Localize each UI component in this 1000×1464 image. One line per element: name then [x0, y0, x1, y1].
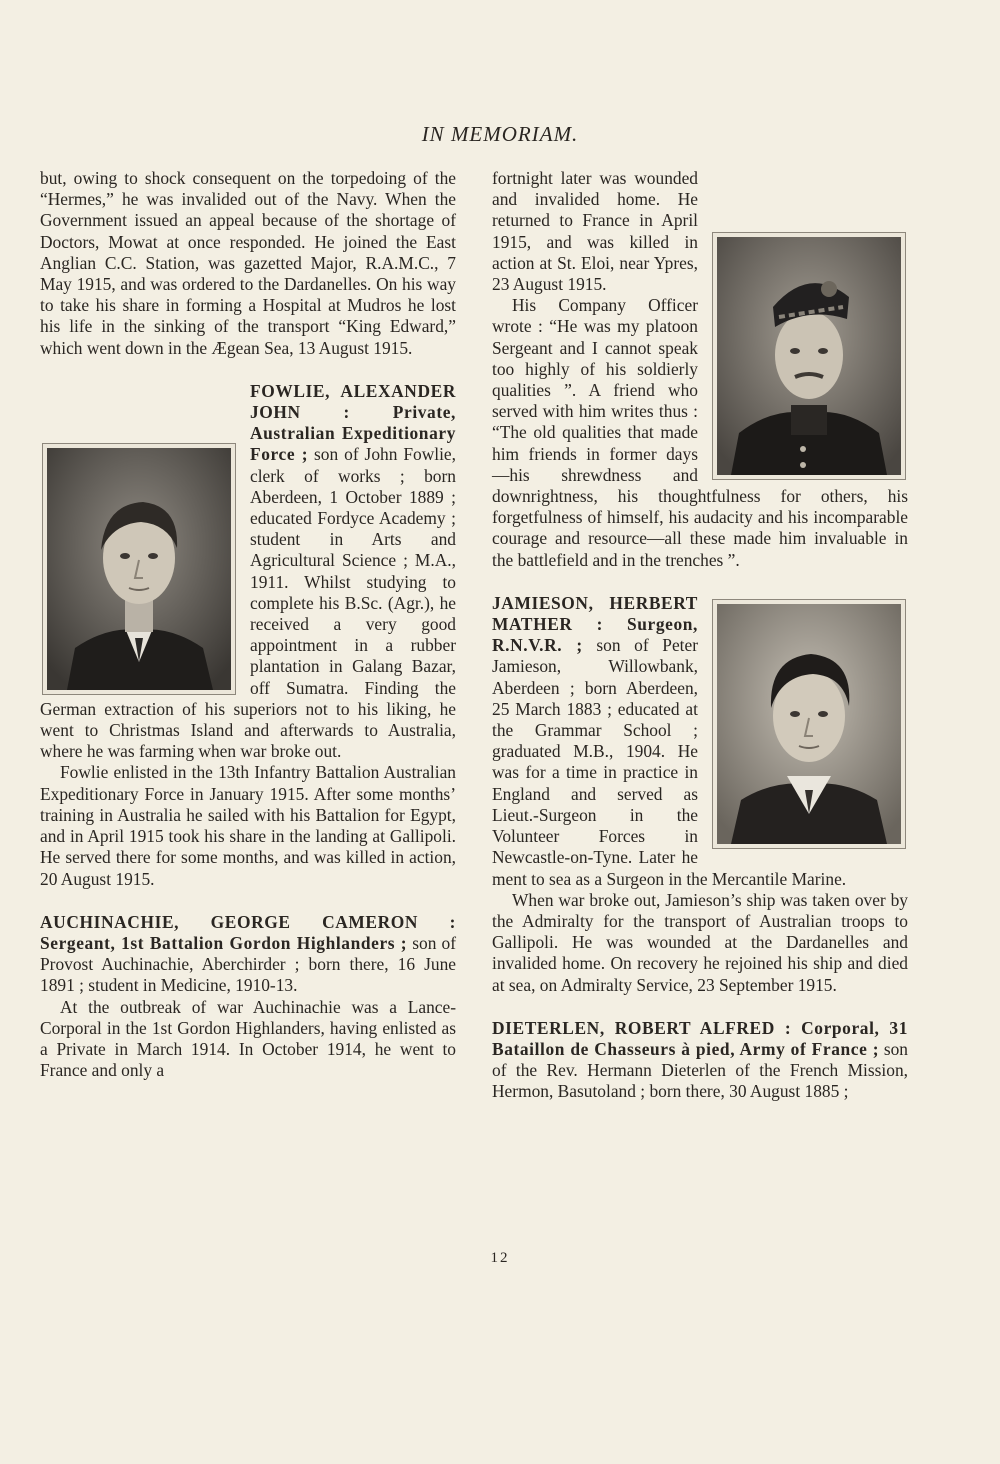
dieterlen-paragraph-1 [492, 1018, 908, 1103]
portrait-jamieson [712, 599, 906, 849]
left-column [40, 168, 456, 1081]
auchinachie-continuation-1: fortnight later was wounded and invalided home. He returned to France in April 1915, and was killed in action at St. Eloi, near Ypres, 23 August 1915. [492, 168, 698, 295]
portrait-auchinachie-image [717, 237, 901, 475]
fowlie-heading: FOWLIE, ALEXANDER JOHN : Private, Australian Expeditionary Force ; [250, 380, 456, 465]
portrait-auchinachie [712, 232, 906, 480]
jamieson-heading: JAMIESON, HERBERT MATHER : Surgeon, R.N.V.R. ; [492, 592, 698, 656]
mowat-continuation: but, owing to shock consequent on the torpedoing of the “Hermes,” he was invalided out of the Navy. When the Government issued an appeal because of the shortage of Doctors, Mowat at once responded. He joined the East Anglian C.C. Station, was gazetted Major, R.A.M.C., 7 May 1915, and was ordered to the Dardanelles. On his way to take his share in forming a Hospital at Mudros he lost his life in the sinking of the transport “King Edward,” which went down in the Ægean Sea, 13 August 1915. [40, 168, 456, 358]
fowlie-text-1: son of John Fowlie, clerk of works ; born Aberdeen, 1 October 1889 ; educated Fordyce Academy ; student in Arts and Agricultural Science ; M.A., 1911. Whilst studying to complete his B.Sc. (Agr.), he received a very good appointment in a rubber plantation in Galang Bazar, off Sumatra. Finding the German extraction of his superiors not to his liking, he went to Christmas Island and afterwards to Australia, where he was farming when war broke out. [40, 444, 457, 762]
auchinachie-continuation-2: His Company Officer wrote : “He was my platoon Sergeant and I cannot speak too highly of his soldierly qualities ”. A friend who served with him writes thus : “The old qualities that made him friends in former days —his shrewdness and downrightness, his thoughtfulness for others, his forgetfulness of himself, his audacity and his incomparable courage and resource—all these made him invaluable in the battlefield and in the trenches ”. [492, 295, 908, 570]
auchinachie-heading: AUCHINACHIE, GEORGE CAMERON : Sergeant, 1st Battalion Gordon Highlanders ; [40, 911, 456, 953]
auchinachie-paragraph-2: At the outbreak of war Auchinachie was a Lance-Corporal in the 1st Gordon Highlanders, having enlisted as a Private in March 1914. In October 1914, he went to France and only a [40, 996, 456, 1081]
dieterlen-text-1: son of the Rev. Hermann Dieterlen of the French Mission, Hermon, Basutoland ; born there, 30 August 1885 ; [492, 1038, 908, 1102]
auchinachie-text-1: son of Provost Auchinachie, Aberchirder ; born there, 16 June 1891 ; student in Medicine, 1910-13. [40, 932, 456, 996]
auchinachie-paragraph-1 [40, 912, 456, 997]
page-number: 12 [490, 1250, 510, 1266]
entry-jamieson [492, 593, 908, 996]
jamieson-text-1: son of Peter Jamieson, Willowbank, Aberdeen ; born Aberdeen, 25 March 1883 ; educated at the Grammar School ; graduated M.B., 1904. He was for a time in practice in England and served as Lieut.-Surgeon in the Volunteer Forces in Newcastle-on-Tyne. Later he ment to sea as a Surgeon in the Mercantile Marine. [492, 635, 847, 889]
portrait-jamieson-image [717, 604, 901, 844]
running-head: IN MEMORIAM. [421, 122, 579, 146]
fowlie-paragraph-2: Fowlie enlisted in the 13th Infantry Battalion Australian Expeditionary Force in January 1915. After some months’ training in Australia he sailed with his Battalion for Egypt, and in April 1915 took his share in the landing at Gallipoli. He served there for some months, and was killed in action, 20 August 1915. [40, 762, 456, 889]
portrait-fowlie-image [47, 448, 231, 690]
entry-auchinachie [40, 912, 456, 1082]
right-column [492, 168, 908, 1103]
jamieson-paragraph-2: When war broke out, Jamieson’s ship was taken over by the Admiralty for the transport of Australian troops to Gallipoli. He was wounded at the Dardanelles and invalided home. On recovery he rejoined his ship and died at sea, on Admiralty Service, 23 September 1915. [492, 889, 908, 995]
entry-fowlie [40, 381, 456, 890]
portrait-fowlie [42, 443, 236, 695]
dieterlen-heading: DIETERLEN, ROBERT ALFRED : Corporal, 31 Bataillon de Chasseurs à pied, Army of France ; [492, 1017, 908, 1059]
entry-dieterlen [492, 1018, 908, 1103]
